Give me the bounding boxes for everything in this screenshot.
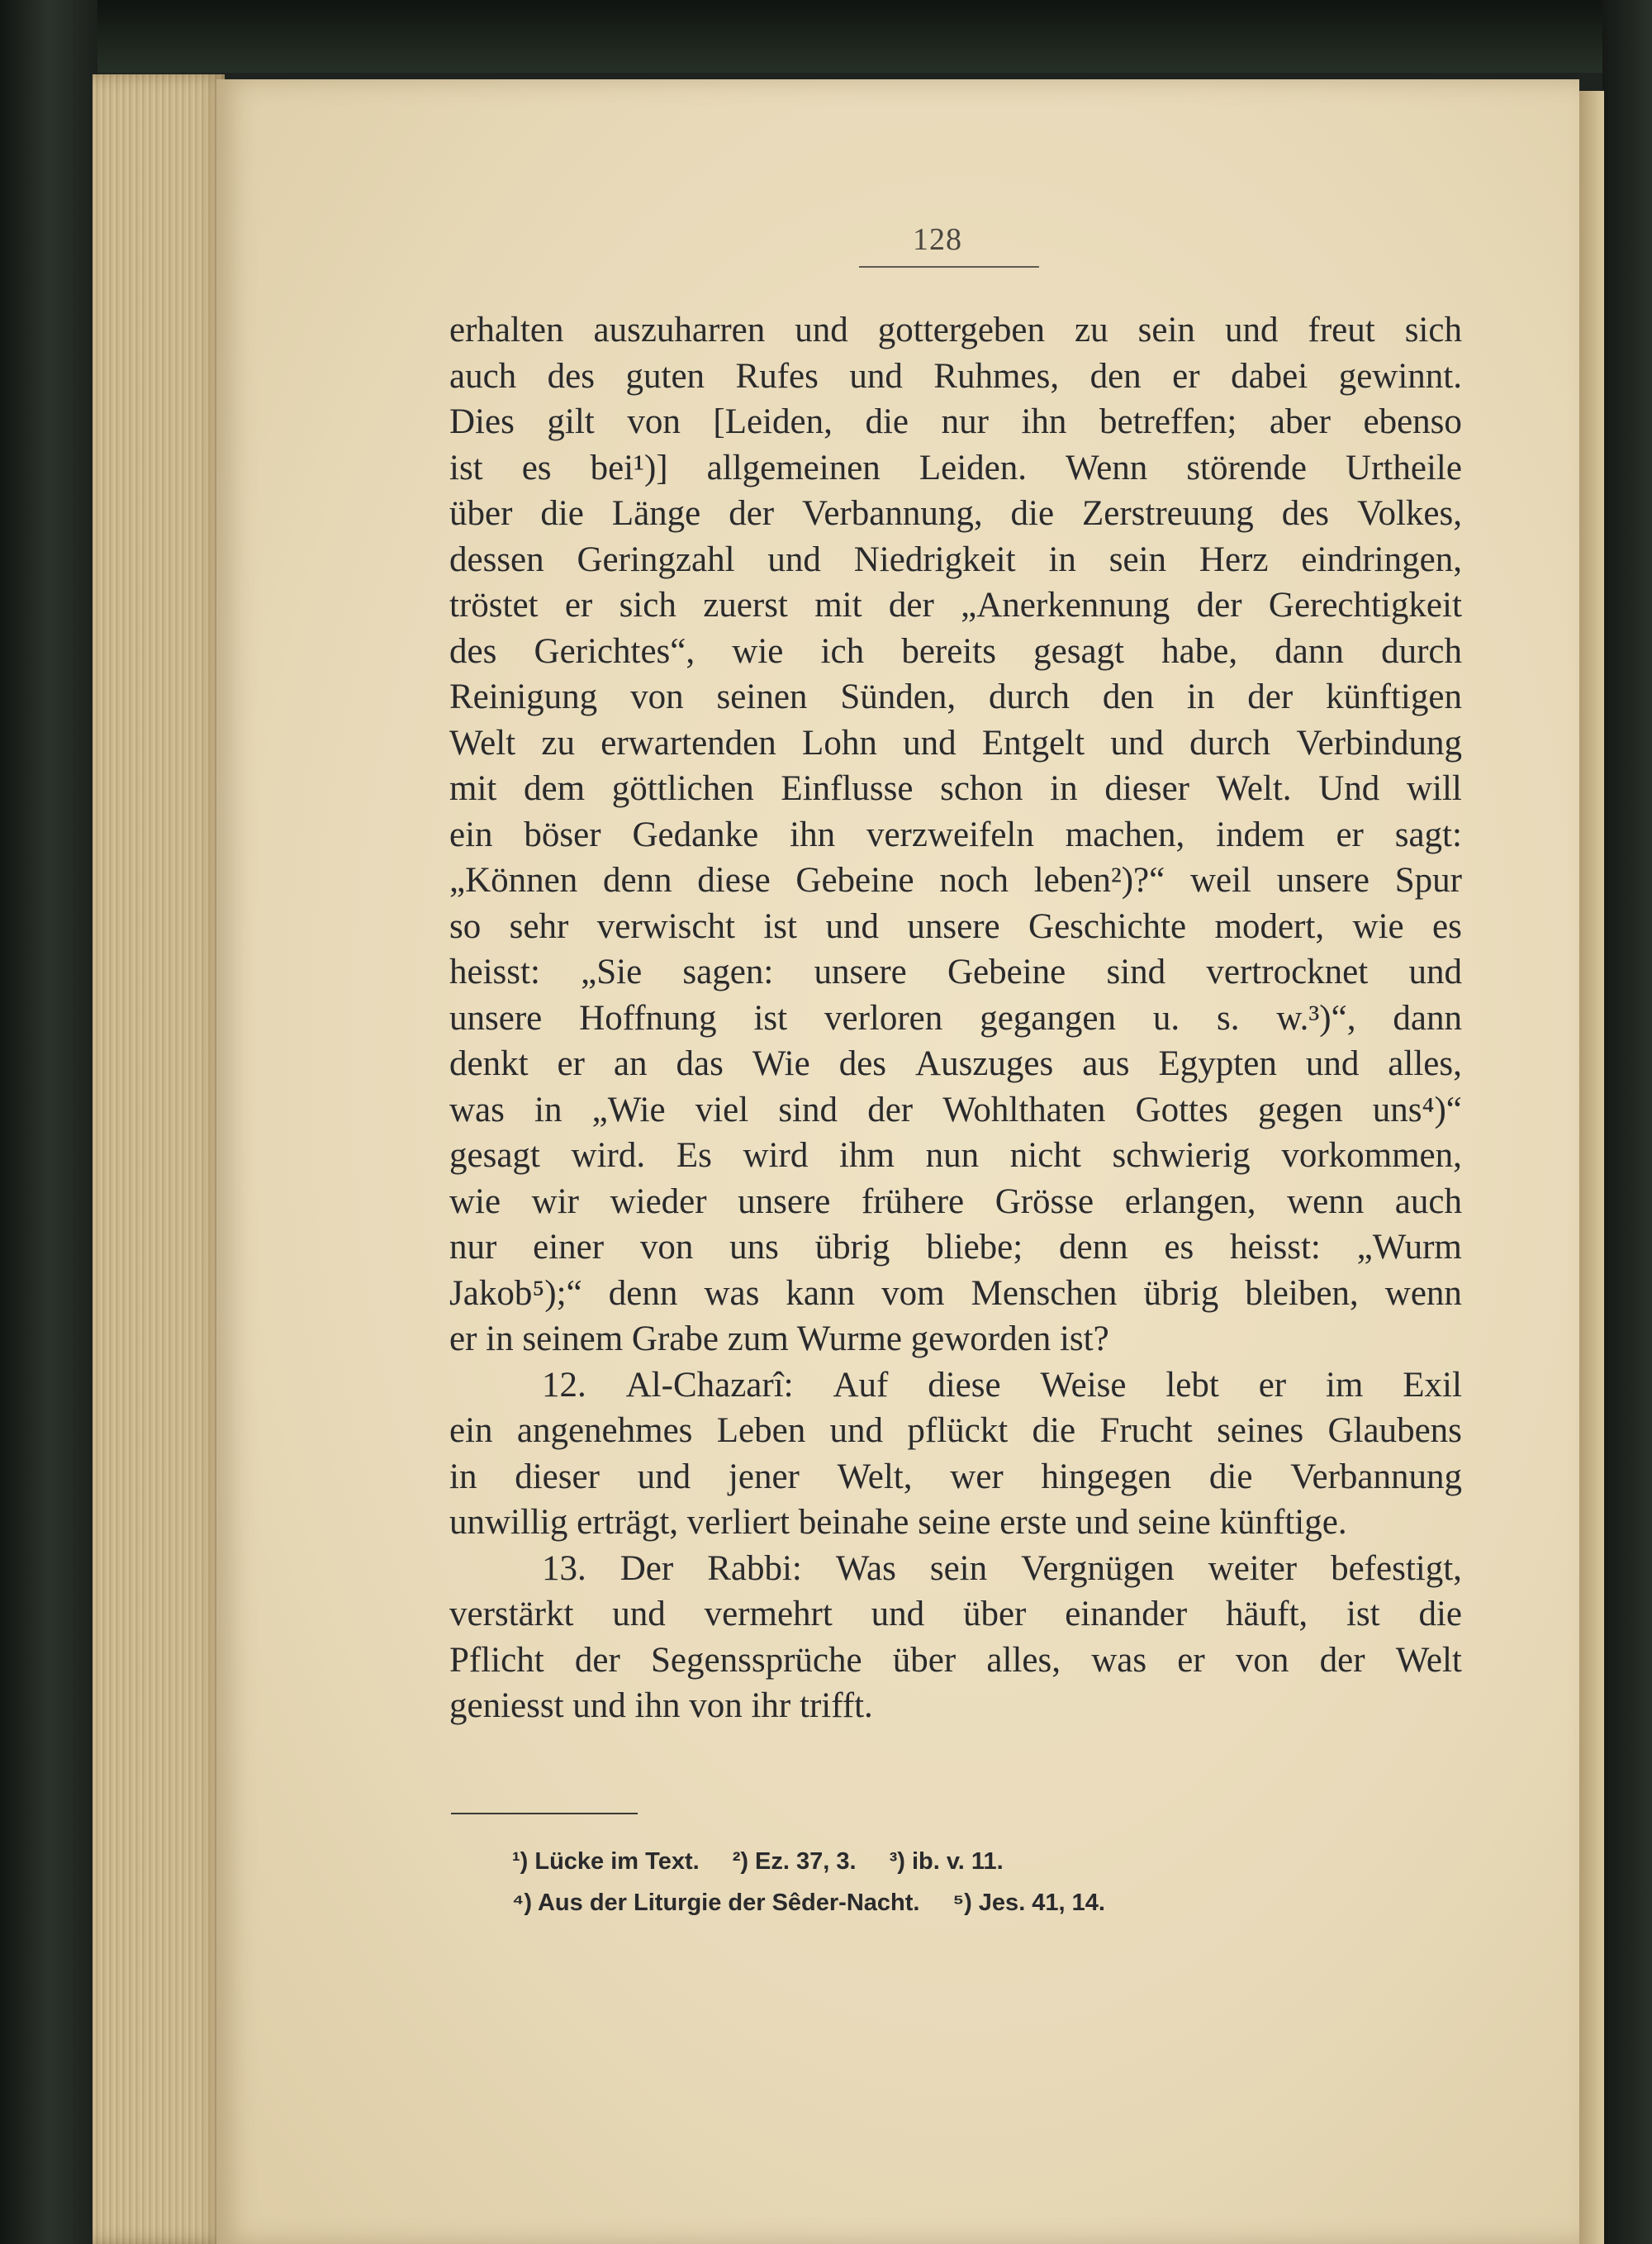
text-line: über die Länge der Verbannung, die Zerstreuung des Volkes, xyxy=(449,494,1462,533)
text-line: Dies gilt von [Leiden, die nur ihn betreffen; aber ebenso xyxy=(449,402,1462,441)
text-line: mit dem göttlichen Einflusse schon in dieser Welt. Und will xyxy=(449,769,1462,808)
footnote-line-2 xyxy=(512,1882,1338,1923)
text-line: Pflicht der Segenssprüche über alles, was er von der Welt xyxy=(449,1640,1462,1680)
text-line: ist es bei¹)] allgemeinen Leiden. Wenn störende Urtheile xyxy=(449,448,1462,487)
page-number: 128 xyxy=(913,222,962,257)
footnotes xyxy=(512,1841,1338,1923)
text-line: 13. Der Rabbi: Was sein Vergnügen weiter befestigt, xyxy=(542,1548,1462,1588)
text-line: erhalten auszuharren und gottergeben zu sein und freut sich xyxy=(449,311,1462,349)
text-line: geniesst und ihn von ihr trifft. xyxy=(449,1686,873,1725)
text-line: unwillig erträgt, verliert beinahe seine erste und seine künftige. xyxy=(449,1503,1347,1542)
text-line: tröstet er sich zuerst mit der „Anerkennung der Gerechtigkeit xyxy=(449,586,1462,625)
body-text xyxy=(449,307,1462,1729)
text-line: heisst: „Sie sagen: unsere Gebeine sind vertrocknet und xyxy=(449,953,1462,991)
text-line: 12. Al-Chazarî: Auf diese Weise lebt er im Exil xyxy=(542,1365,1462,1405)
footnote-rule xyxy=(451,1813,638,1814)
text-line: er in seinem Grabe zum Wurme geworden ist? xyxy=(449,1319,1109,1358)
text-line: verstärkt und vermehrt und über einander häuft, ist die xyxy=(449,1595,1462,1633)
footnote-4: ⁴) Aus der Liturgie der Sêder-Nacht. xyxy=(512,1890,920,1916)
book-cover-right xyxy=(1602,0,1652,2244)
footnote-3: ³) ib. v. 11. xyxy=(889,1848,1004,1875)
facing-page-edge xyxy=(1579,91,1604,2244)
text-line: Jakob⁵);“ denn was kann vom Menschen übrig bleiben, wenn xyxy=(449,1273,1462,1313)
text-line: „Können denn diese Gebeine noch leben²)?“ weil unsere Spur xyxy=(449,861,1462,900)
text-line: in dieser und jener Welt, wer hingegen die Verbannung xyxy=(449,1457,1462,1496)
page-stack-edges xyxy=(93,74,225,2244)
book-cover-left xyxy=(0,0,97,2244)
footnote-5: ⁵) Jes. 41, 14. xyxy=(952,1890,1105,1916)
text-line: des Gerichtes“, wie ich bereits gesagt habe, dann durch xyxy=(449,631,1462,671)
text-line: unsere Hoffnung ist verloren gegangen u. s. w.³)“, dann xyxy=(449,998,1462,1038)
text-line: wie wir wieder unsere frühere Grösse erlangen, wenn auch xyxy=(449,1181,1462,1221)
text-line: ein böser Gedanke ihn verzweifeln machen, indem er sagt: xyxy=(449,815,1462,854)
text-line: auch des guten Rufes und Ruhmes, den er dabei gewinnt. xyxy=(449,356,1462,396)
text-line: ein angenehmes Leben und pflückt die Frucht seines Glaubens xyxy=(449,1411,1462,1450)
text-line: dessen Geringzahl und Niedrigkeit in sein Herz eindringen, xyxy=(449,540,1462,579)
text-line: Reinigung von seinen Sünden, durch den in der künftigen xyxy=(449,677,1462,716)
text-line: nur einer von uns übrig bliebe; denn es heisst: „Wurm xyxy=(449,1228,1462,1267)
footnote-line-1 xyxy=(512,1841,1338,1882)
page-number-rule xyxy=(859,266,1039,268)
footnote-2: ²) Ez. 37, 3. xyxy=(732,1848,857,1875)
footnote-1: ¹) Lücke im Text. xyxy=(512,1848,700,1875)
text-line: Welt zu erwartenden Lohn und Entgelt und durch Verbindung xyxy=(449,723,1462,763)
text-line: denkt er an das Wie des Auszuges aus Egypten und alles, xyxy=(449,1044,1462,1083)
book-cover-top xyxy=(0,0,1652,73)
text-line: so sehr verwischt ist und unsere Geschichte modert, wie es xyxy=(449,906,1462,946)
text-line: was in „Wie viel sind der Wohlthaten Gottes gegen uns⁴)“ xyxy=(449,1090,1462,1129)
text-line: gesagt wird. Es wird ihm nun nicht schwierig vorkommen, xyxy=(449,1136,1462,1175)
